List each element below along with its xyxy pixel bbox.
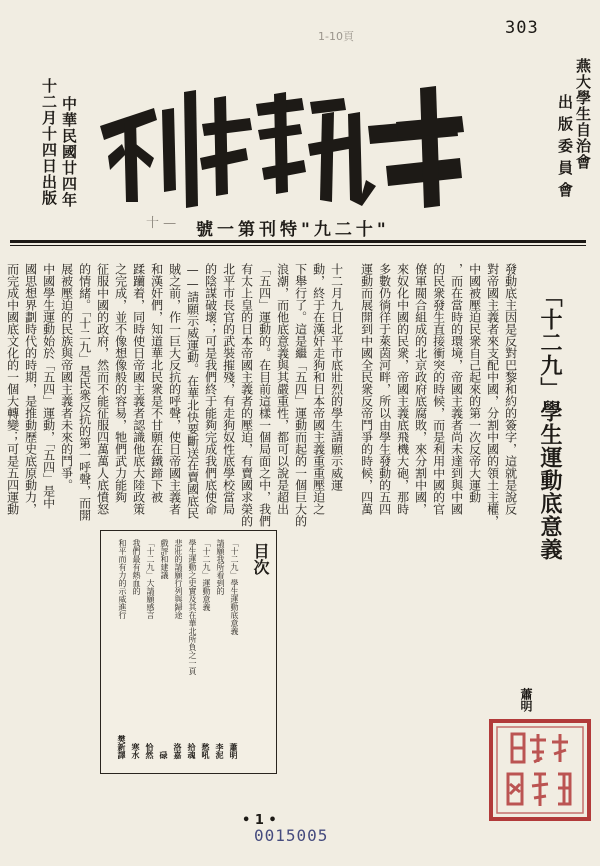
article-author: 蕭明 [519, 688, 533, 712]
date-line-2: 十二月十四日出版 [40, 78, 58, 206]
publisher-line-1: 燕大學生自治會 [574, 58, 592, 170]
toc-entry-title: 「十二九」學生運動底意義 [230, 539, 239, 635]
publisher-line-2: 出版委員會 [556, 94, 574, 204]
article-column: ，而在當時的環境，帝國主義者尚未達到與中國 [449, 263, 464, 515]
header-rule [10, 240, 586, 243]
article-headline: 「十二九」學生運動底意義 [537, 285, 562, 561]
article-column: 蹂躪着，同時使日帝國主義者認識他底大陸政策 [131, 263, 146, 515]
issue-subtitle: 號一第刊特"九二十" [196, 220, 390, 240]
subtitle-ornament: 十 — [146, 216, 177, 231]
toc-entry [145, 539, 155, 765]
article-column: 有太上皇的日本帝國主義者的壓迫，有賣國求榮的 [239, 263, 254, 527]
toc-entry-title: 「十二九」大請願感言 [146, 539, 155, 619]
article-column: 賊之前，作一巨大反抗的呼聲，使日帝國主義者 [167, 263, 182, 515]
page-number: 303 [505, 18, 539, 38]
toc-title: 目次 [251, 543, 270, 575]
toc-entry-title: 請願我所看到的 [216, 539, 225, 595]
article-column: 國思想界劃時代的時期，是推動歷史底原動力， [23, 263, 38, 515]
article-column: 中國被壓迫民衆自己起來的第一次反帝大運動 [467, 263, 482, 503]
toc-entry [215, 539, 225, 765]
toc-entry-title: 和平而有力的示威進行 [118, 539, 127, 619]
article-column: 征服中國的政府，然而不能征服四萬萬人底憤怒 [95, 263, 110, 515]
article-column: 來奴化中國的民衆，帝國主義底飛機大砲，那時 [395, 263, 410, 515]
toc-entry-author: 樊新譯 [117, 735, 127, 759]
article-column: 的民衆發生直接衝突的時候，而是利用中國的官 [431, 263, 446, 515]
library-seal-stamp [488, 718, 592, 822]
article-column: 運動而展開到中國全民衆反帝鬥爭的時候，四萬 [359, 263, 374, 515]
toc-entry-author: 恰然 [145, 743, 155, 759]
article-column: 中國學生運動始於「五四」運動，「五四」是中 [41, 263, 56, 509]
toc-entry-author: 愁吼 [201, 743, 211, 759]
article-column: 下舉行了。這是繼「五四」運動而起的一個巨大的 [293, 263, 308, 527]
date-line-1: 中華民國廿四年 [60, 96, 78, 208]
article-column: 發動底主因是反對巴黎和約的簽字，這就是說反 [503, 263, 518, 515]
toc-entry [201, 539, 211, 765]
toc-entry-title: 「十二九」運動意義 [202, 539, 211, 611]
toc-entry [229, 539, 239, 765]
footer-page-number: • 1 • [242, 813, 277, 828]
article-column: 動，終于在漢奸走狗和日本帝國主義重重壓迫之 [311, 263, 326, 515]
toc-entry [131, 539, 141, 765]
toc-entry [159, 539, 169, 765]
toc-entry-author: 碌 [159, 751, 169, 759]
article-column: 而完成中國底文化的一個大轉變；可是五四運動 [5, 263, 20, 515]
article-column: ——請願示威運動。在華北快要斷送在賣國底民 [185, 263, 200, 519]
toc-entry [117, 539, 127, 765]
article-column: 多數仍徜徉于萊茵河畔，所以由學生發動的五四 [377, 263, 392, 515]
article-column: 對帝國主義者來支配中國，分割中國的領土主權， [485, 263, 500, 527]
library-serial-stamp: 0015005 [254, 826, 329, 845]
article-column: 的陰謀破壞；可是我們終于能夠完成我們底使命 [203, 263, 218, 515]
toc-entry-author: 寒水 [131, 743, 141, 759]
toc-entry [187, 539, 197, 765]
article-column: 展被壓迫的民族與帝國主義者未來的鬥爭。 [59, 263, 74, 491]
toc-entry-author: 洛嘉 [173, 743, 183, 759]
article-column: 「五四」運動的。在目前這樣一個局面之中，我們 [257, 263, 272, 527]
article-column: 浪潮，而他底意義與其嚴重性，都可以說是超出 [275, 263, 290, 515]
article-column: 之完成，並不像想像般的容易，牠們武力能夠 [113, 263, 128, 503]
table-of-contents [100, 530, 277, 774]
article-column: 北平市長官的武裝摧殘，有走狗奴性底學校當局 [221, 263, 236, 515]
toc-entry [173, 539, 183, 765]
toc-entry-author: 蕭明 [229, 743, 239, 759]
toc-entry-title: 學生運動之史實及其在華北所負之一頁 [188, 539, 197, 675]
article-column: 的情緒。「十二九」是民衆反抗的第一呼聲，而開 [77, 263, 92, 521]
toc-entry-title: 悲壯的請願行列與歸途 [174, 539, 183, 619]
article-column: 和漢奸們，知道華北民衆是不甘願在鐵蹄下被 [149, 263, 164, 503]
masthead-logo [96, 74, 468, 212]
toc-entry-title: 戲評和建議 [160, 539, 169, 579]
toc-entry-author: 拾魂 [187, 743, 197, 759]
header-rule-thin [10, 245, 586, 246]
article-column: 十二月九日北平市底壯烈的學生請願示威運 [329, 263, 344, 491]
headline-block [535, 285, 569, 755]
pencil-annotation: 1-10頁 [318, 30, 354, 43]
article-column: 僚軍閥合組成的北京政府底腐敗，來分割中國， [413, 263, 428, 515]
toc-entry-title: 我們最有熱血的 [132, 539, 141, 595]
toc-entry-author: 李泥 [215, 743, 225, 759]
